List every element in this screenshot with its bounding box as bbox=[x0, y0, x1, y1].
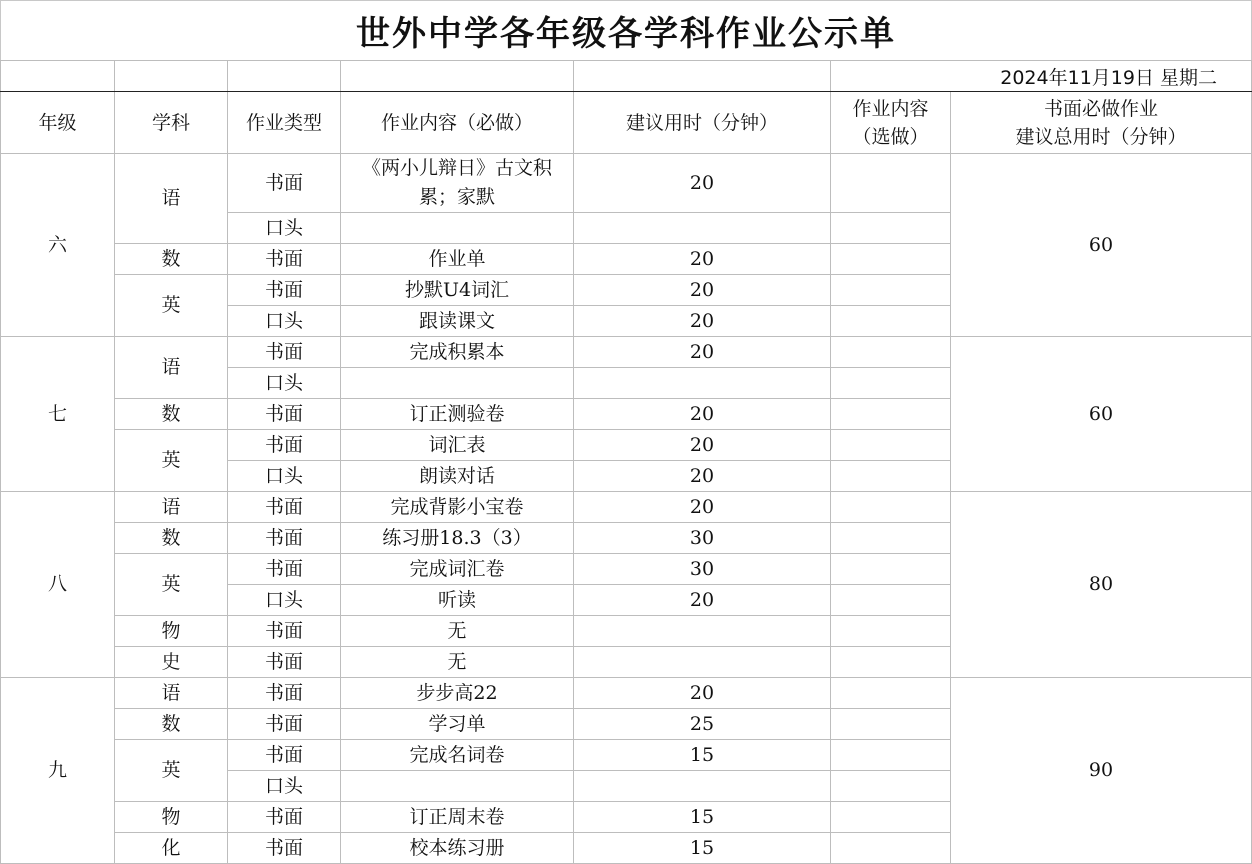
content-cell: 步步高22 bbox=[341, 678, 574, 709]
optional-cell bbox=[831, 154, 951, 213]
type-cell: 书面 bbox=[228, 740, 341, 771]
optional-cell bbox=[831, 492, 951, 523]
content-cell: 词汇表 bbox=[341, 430, 574, 461]
total-time-cell: 80 bbox=[951, 492, 1252, 678]
optional-cell bbox=[831, 585, 951, 616]
content-cell: 无 bbox=[341, 616, 574, 647]
table-row bbox=[1, 492, 1252, 523]
time-cell: 20 bbox=[574, 306, 831, 337]
time-cell: 25 bbox=[574, 709, 831, 740]
optional-cell bbox=[831, 802, 951, 833]
optional-cell bbox=[831, 213, 951, 244]
content-cell: 抄默U4词汇 bbox=[341, 275, 574, 306]
subject-cell: 数 bbox=[115, 709, 228, 740]
content-cell: 完成积累本 bbox=[341, 337, 574, 368]
subject-cell: 化 bbox=[115, 833, 228, 864]
time-cell: 20 bbox=[574, 275, 831, 306]
optional-cell bbox=[831, 275, 951, 306]
type-cell: 书面 bbox=[228, 492, 341, 523]
type-cell: 书面 bbox=[228, 244, 341, 275]
optional-cell bbox=[831, 740, 951, 771]
sheet-title: 世外中学各年级各学科作业公示单 bbox=[0, 0, 1252, 60]
type-cell: 书面 bbox=[228, 399, 341, 430]
header-time: 建议用时（分钟） bbox=[574, 92, 831, 154]
type-cell: 口头 bbox=[228, 306, 341, 337]
grade-cell: 九 bbox=[1, 678, 115, 864]
type-cell: 口头 bbox=[228, 461, 341, 492]
subject-cell: 语 bbox=[115, 337, 228, 399]
type-cell: 口头 bbox=[228, 368, 341, 399]
header-row bbox=[1, 92, 1252, 154]
time-cell bbox=[574, 647, 831, 678]
optional-cell bbox=[831, 461, 951, 492]
header-total bbox=[951, 92, 1252, 154]
content-cell: 学习单 bbox=[341, 709, 574, 740]
content-cell bbox=[341, 213, 574, 244]
type-cell: 书面 bbox=[228, 275, 341, 306]
type-cell: 书面 bbox=[228, 554, 341, 585]
header-total-line2: 建议总用时（分钟） bbox=[1015, 125, 1187, 148]
type-cell: 书面 bbox=[228, 337, 341, 368]
subject-cell: 英 bbox=[115, 740, 228, 802]
header-optional-line1: 作业内容 bbox=[852, 97, 929, 120]
optional-cell bbox=[831, 678, 951, 709]
type-cell: 口头 bbox=[228, 771, 341, 802]
type-cell: 书面 bbox=[228, 647, 341, 678]
time-cell: 20 bbox=[574, 585, 831, 616]
header-optional bbox=[831, 92, 951, 154]
type-cell: 书面 bbox=[228, 523, 341, 554]
blank-cell bbox=[228, 61, 341, 92]
content-cell: 完成词汇卷 bbox=[341, 554, 574, 585]
blank-cell bbox=[1, 61, 115, 92]
subject-cell: 语 bbox=[115, 154, 228, 244]
time-cell: 30 bbox=[574, 554, 831, 585]
subject-cell: 英 bbox=[115, 554, 228, 616]
date-label: 2024年11月19日 星期二 bbox=[831, 61, 1252, 92]
grade-cell: 七 bbox=[1, 337, 115, 492]
header-total-line1: 书面必做作业 bbox=[1043, 97, 1158, 120]
optional-cell bbox=[831, 430, 951, 461]
total-time-cell: 60 bbox=[951, 337, 1252, 492]
time-cell bbox=[574, 771, 831, 802]
content-cell: 《两小儿辩日》古文积累；家默 bbox=[341, 154, 574, 213]
type-cell: 书面 bbox=[228, 709, 341, 740]
optional-cell bbox=[831, 244, 951, 275]
subject-cell: 数 bbox=[115, 244, 228, 275]
subject-cell: 物 bbox=[115, 616, 228, 647]
type-cell: 书面 bbox=[228, 833, 341, 864]
header-subject: 学科 bbox=[115, 92, 228, 154]
optional-cell bbox=[831, 554, 951, 585]
optional-cell bbox=[831, 368, 951, 399]
time-cell: 20 bbox=[574, 154, 831, 213]
table-row bbox=[1, 337, 1252, 368]
time-cell: 15 bbox=[574, 833, 831, 864]
subject-cell: 语 bbox=[115, 492, 228, 523]
content-cell: 无 bbox=[341, 647, 574, 678]
grade-cell: 八 bbox=[1, 492, 115, 678]
content-cell: 校本练习册 bbox=[341, 833, 574, 864]
time-cell bbox=[574, 213, 831, 244]
time-cell bbox=[574, 368, 831, 399]
table-row bbox=[1, 154, 1252, 213]
time-cell: 20 bbox=[574, 337, 831, 368]
date-row bbox=[1, 61, 1252, 92]
optional-cell bbox=[831, 616, 951, 647]
total-time-cell: 60 bbox=[951, 154, 1252, 337]
content-cell bbox=[341, 368, 574, 399]
header-optional-line2: （选做） bbox=[852, 125, 929, 148]
grade-cell: 六 bbox=[1, 154, 115, 337]
table-row bbox=[1, 678, 1252, 709]
time-cell: 20 bbox=[574, 678, 831, 709]
content-cell: 听读 bbox=[341, 585, 574, 616]
homework-table bbox=[0, 60, 1252, 864]
content-cell: 订正周末卷 bbox=[341, 802, 574, 833]
subject-cell: 数 bbox=[115, 399, 228, 430]
subject-cell: 英 bbox=[115, 430, 228, 492]
optional-cell bbox=[831, 709, 951, 740]
blank-cell bbox=[574, 61, 831, 92]
optional-cell bbox=[831, 306, 951, 337]
time-cell: 20 bbox=[574, 430, 831, 461]
content-cell: 跟读课文 bbox=[341, 306, 574, 337]
blank-cell bbox=[115, 61, 228, 92]
content-cell: 作业单 bbox=[341, 244, 574, 275]
time-cell: 20 bbox=[574, 461, 831, 492]
content-cell: 朗读对话 bbox=[341, 461, 574, 492]
content-cell: 订正测验卷 bbox=[341, 399, 574, 430]
time-cell: 30 bbox=[574, 523, 831, 554]
type-cell: 书面 bbox=[228, 678, 341, 709]
header-type: 作业类型 bbox=[228, 92, 341, 154]
optional-cell bbox=[831, 399, 951, 430]
time-cell: 15 bbox=[574, 802, 831, 833]
header-grade: 年级 bbox=[1, 92, 115, 154]
time-cell bbox=[574, 616, 831, 647]
optional-cell bbox=[831, 647, 951, 678]
time-cell: 20 bbox=[574, 399, 831, 430]
blank-cell bbox=[341, 61, 574, 92]
time-cell: 20 bbox=[574, 244, 831, 275]
total-time-cell: 90 bbox=[951, 678, 1252, 864]
content-cell: 完成名词卷 bbox=[341, 740, 574, 771]
optional-cell bbox=[831, 337, 951, 368]
optional-cell bbox=[831, 523, 951, 554]
type-cell: 口头 bbox=[228, 213, 341, 244]
type-cell: 书面 bbox=[228, 802, 341, 833]
time-cell: 15 bbox=[574, 740, 831, 771]
type-cell: 书面 bbox=[228, 154, 341, 213]
subject-cell: 物 bbox=[115, 802, 228, 833]
subject-cell: 英 bbox=[115, 275, 228, 337]
optional-cell bbox=[831, 771, 951, 802]
type-cell: 书面 bbox=[228, 430, 341, 461]
type-cell: 书面 bbox=[228, 616, 341, 647]
optional-cell bbox=[831, 833, 951, 864]
subject-cell: 语 bbox=[115, 678, 228, 709]
content-cell: 练习册18.3（3） bbox=[341, 523, 574, 554]
content-cell bbox=[341, 771, 574, 802]
header-required: 作业内容（必做） bbox=[341, 92, 574, 154]
time-cell: 20 bbox=[574, 492, 831, 523]
subject-cell: 史 bbox=[115, 647, 228, 678]
subject-cell: 数 bbox=[115, 523, 228, 554]
content-cell: 完成背影小宝卷 bbox=[341, 492, 574, 523]
type-cell: 口头 bbox=[228, 585, 341, 616]
